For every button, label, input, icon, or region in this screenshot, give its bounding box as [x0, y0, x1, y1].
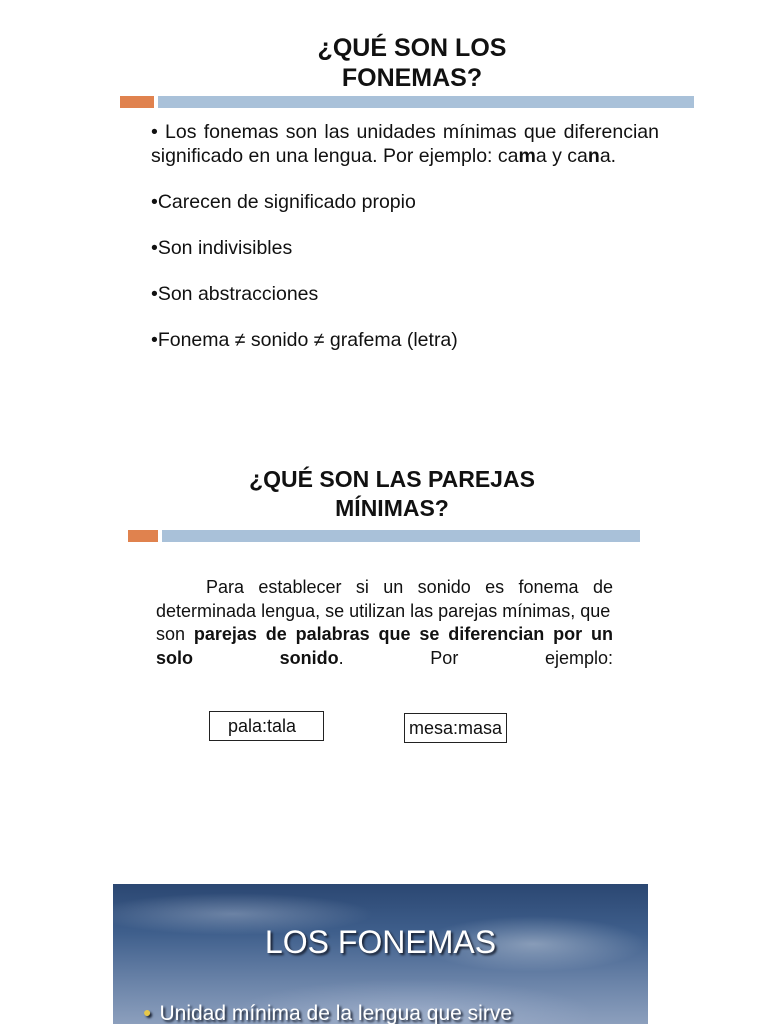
example-cama-start: ca: [497, 145, 519, 167]
bullet-dot-icon: ●: [143, 1004, 152, 1020]
example-end: a.: [599, 145, 617, 167]
slide1-divider: [120, 96, 694, 108]
bullet-item: •Fonema ≠ sonido ≠ grafema (letra): [151, 329, 458, 351]
slide3-sky-background: [113, 884, 648, 1024]
divider-accent: [128, 530, 158, 542]
bullet-item: •Carecen de significado propio: [151, 191, 416, 213]
parejas-definition-bold-line: [156, 623, 613, 670]
divider-bar: [158, 96, 694, 108]
slide3-bullet-text: Unidad mínima de la lengua que sirve: [159, 1002, 513, 1024]
slide2-body: [156, 576, 613, 670]
slide3-bullet: [143, 1002, 643, 1024]
line2-suffix: . Por ejemplo:: [338, 647, 613, 668]
parejas-definition: Para establecer si un sonido es fonema de determinada lengua, se utilizan las parejas mínimas, que: [156, 577, 613, 621]
minimal-pair-box: mesa:masa: [404, 713, 507, 743]
bullet-item: •Son indivisibles: [151, 237, 293, 259]
slide1-body: [151, 120, 659, 352]
line2-bold: parejas de palabras que se diferencian por un solo sonido: [156, 624, 613, 668]
slide2-title: ¿QUÉ SON LAS PAREJAS MÍNIMAS?: [249, 466, 535, 521]
example-cana-phoneme: n: [587, 145, 600, 167]
bullet-item: •Son abstracciones: [151, 283, 319, 305]
slide2-divider: [128, 530, 640, 542]
slide1-title: ¿QUÉ SON LOS FONEMAS?: [317, 34, 507, 92]
example-cama-phoneme: m: [518, 145, 536, 167]
divider-accent: [120, 96, 154, 108]
divider-bar: [162, 530, 640, 542]
slide3-title: LOS FONEMAS: [264, 924, 497, 960]
minimal-pair-box: pala:tala: [209, 711, 324, 741]
line2-prefix: son: [156, 624, 194, 644]
definition-text: • Los fonemas son las unidades mínimas que diferencian significado en una lengua. Por ejemplo:: [151, 121, 659, 167]
fonema-definition: [151, 120, 659, 168]
example-cana-start: a y ca: [535, 145, 588, 167]
